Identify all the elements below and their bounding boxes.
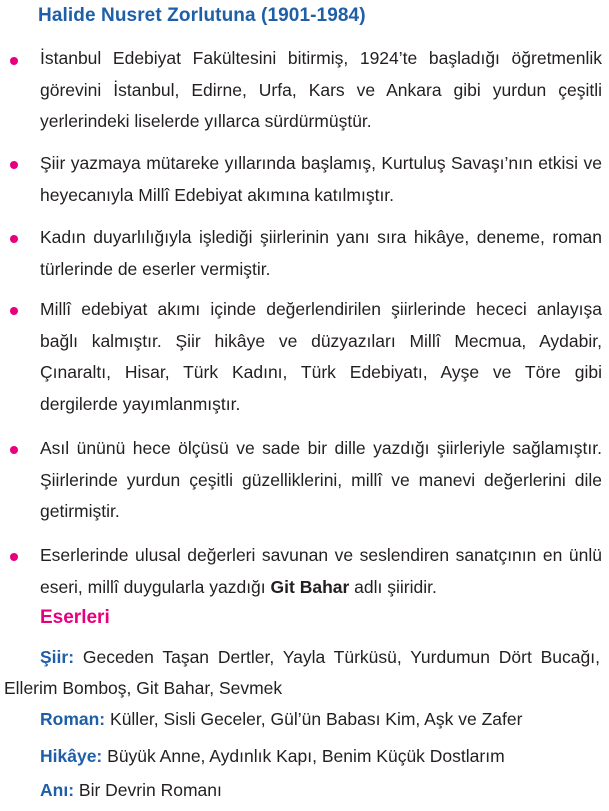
works-novel-items: Küller, Sisli Geceler, Gül’ün Babası Kim, Aşk ve Zafer	[110, 709, 523, 729]
bullet-text-part: Eserlerinde ulusal değerleri savunan ve seslendiren sanatçının en ünlü eseri, millî duygularla yazdığı	[40, 545, 602, 597]
page-title: Halide Nusret Zorlutuna (1901-1984)	[38, 5, 366, 26]
works-heading: Eserleri	[40, 607, 110, 628]
bullet-text: İstanbul Edebiyat Fakültesini bitirmiş, 1924’te başladığı öğretmenlik görevini İstanbul, Edirne, Urfa, Kars ve Ankara gibi yurdun çeşitli yerlerindeki liselerde yıllarca sürdürmüştür.	[40, 48, 602, 131]
works-novel	[40, 704, 600, 735]
works-story-items: Büyük Anne, Aydınlık Kapı, Benim Küçük Dostlarım	[107, 746, 505, 766]
bullet-text: Kadın duyarlılığıyla işlediği şiirlerinin yanı sıra hikâye, deneme, roman türlerinde de eserler vermiştir.	[40, 227, 602, 279]
works-memoir-items: Bir Devrin Romanı	[78, 780, 222, 800]
works-story	[40, 741, 600, 772]
bullet-icon	[10, 57, 18, 65]
bullet-icon	[10, 235, 18, 243]
works-memoir	[40, 775, 600, 806]
poem-title-bold: Git Bahar	[270, 576, 350, 597]
works-poetry-label: Şiir:	[40, 647, 75, 667]
works-poetry	[4, 642, 600, 704]
works-poetry-items: Geceden Taşan Dertler, Yayla Türküsü, Yurdumun Dört Bucağı, Ellerim Bomboş, Git Bahar, Sevmek	[4, 647, 600, 698]
works-novel-label: Roman:	[40, 709, 106, 729]
bullet-icon	[10, 161, 18, 169]
bullet-text: Asıl ününü hece ölçüsü ve sade bir dille yazdığı şiirleriyle sağlamıştır. Şiirlerinde yurdun çeşitli güzelliklerini, millî ve manevi değerlerini dile getirmiştir.	[40, 438, 602, 521]
bullet-text	[40, 540, 602, 603]
bullet-text: Millî edebiyat akımı içinde değerlendirilen şiirlerinde hececi anlayışa bağlı kalmıştır. Şiir hikâye ve düzyazıları Millî Mecmua, Aydabir, Çınaraltı, Hisar, Türk Kadını, Türk Edebiyatı, Ayşe ve Töre gibi dergilerde yayımlanmıştır.	[40, 299, 602, 414]
bullet-icon	[10, 446, 18, 454]
bullet-icon	[10, 307, 18, 315]
works-story-label: Hikâye:	[40, 746, 103, 766]
works-memoir-label: Anı:	[40, 780, 75, 800]
bullet-text: Şiir yazmaya mütareke yıllarında başlamış, Kurtuluş Savaşı’nın etkisi ve heyecanıyla Millî Edebiyat akımına katılmıştır.	[40, 153, 602, 205]
bullet-icon	[10, 553, 18, 561]
bullet-text-part: adlı şiiridir.	[349, 576, 437, 597]
